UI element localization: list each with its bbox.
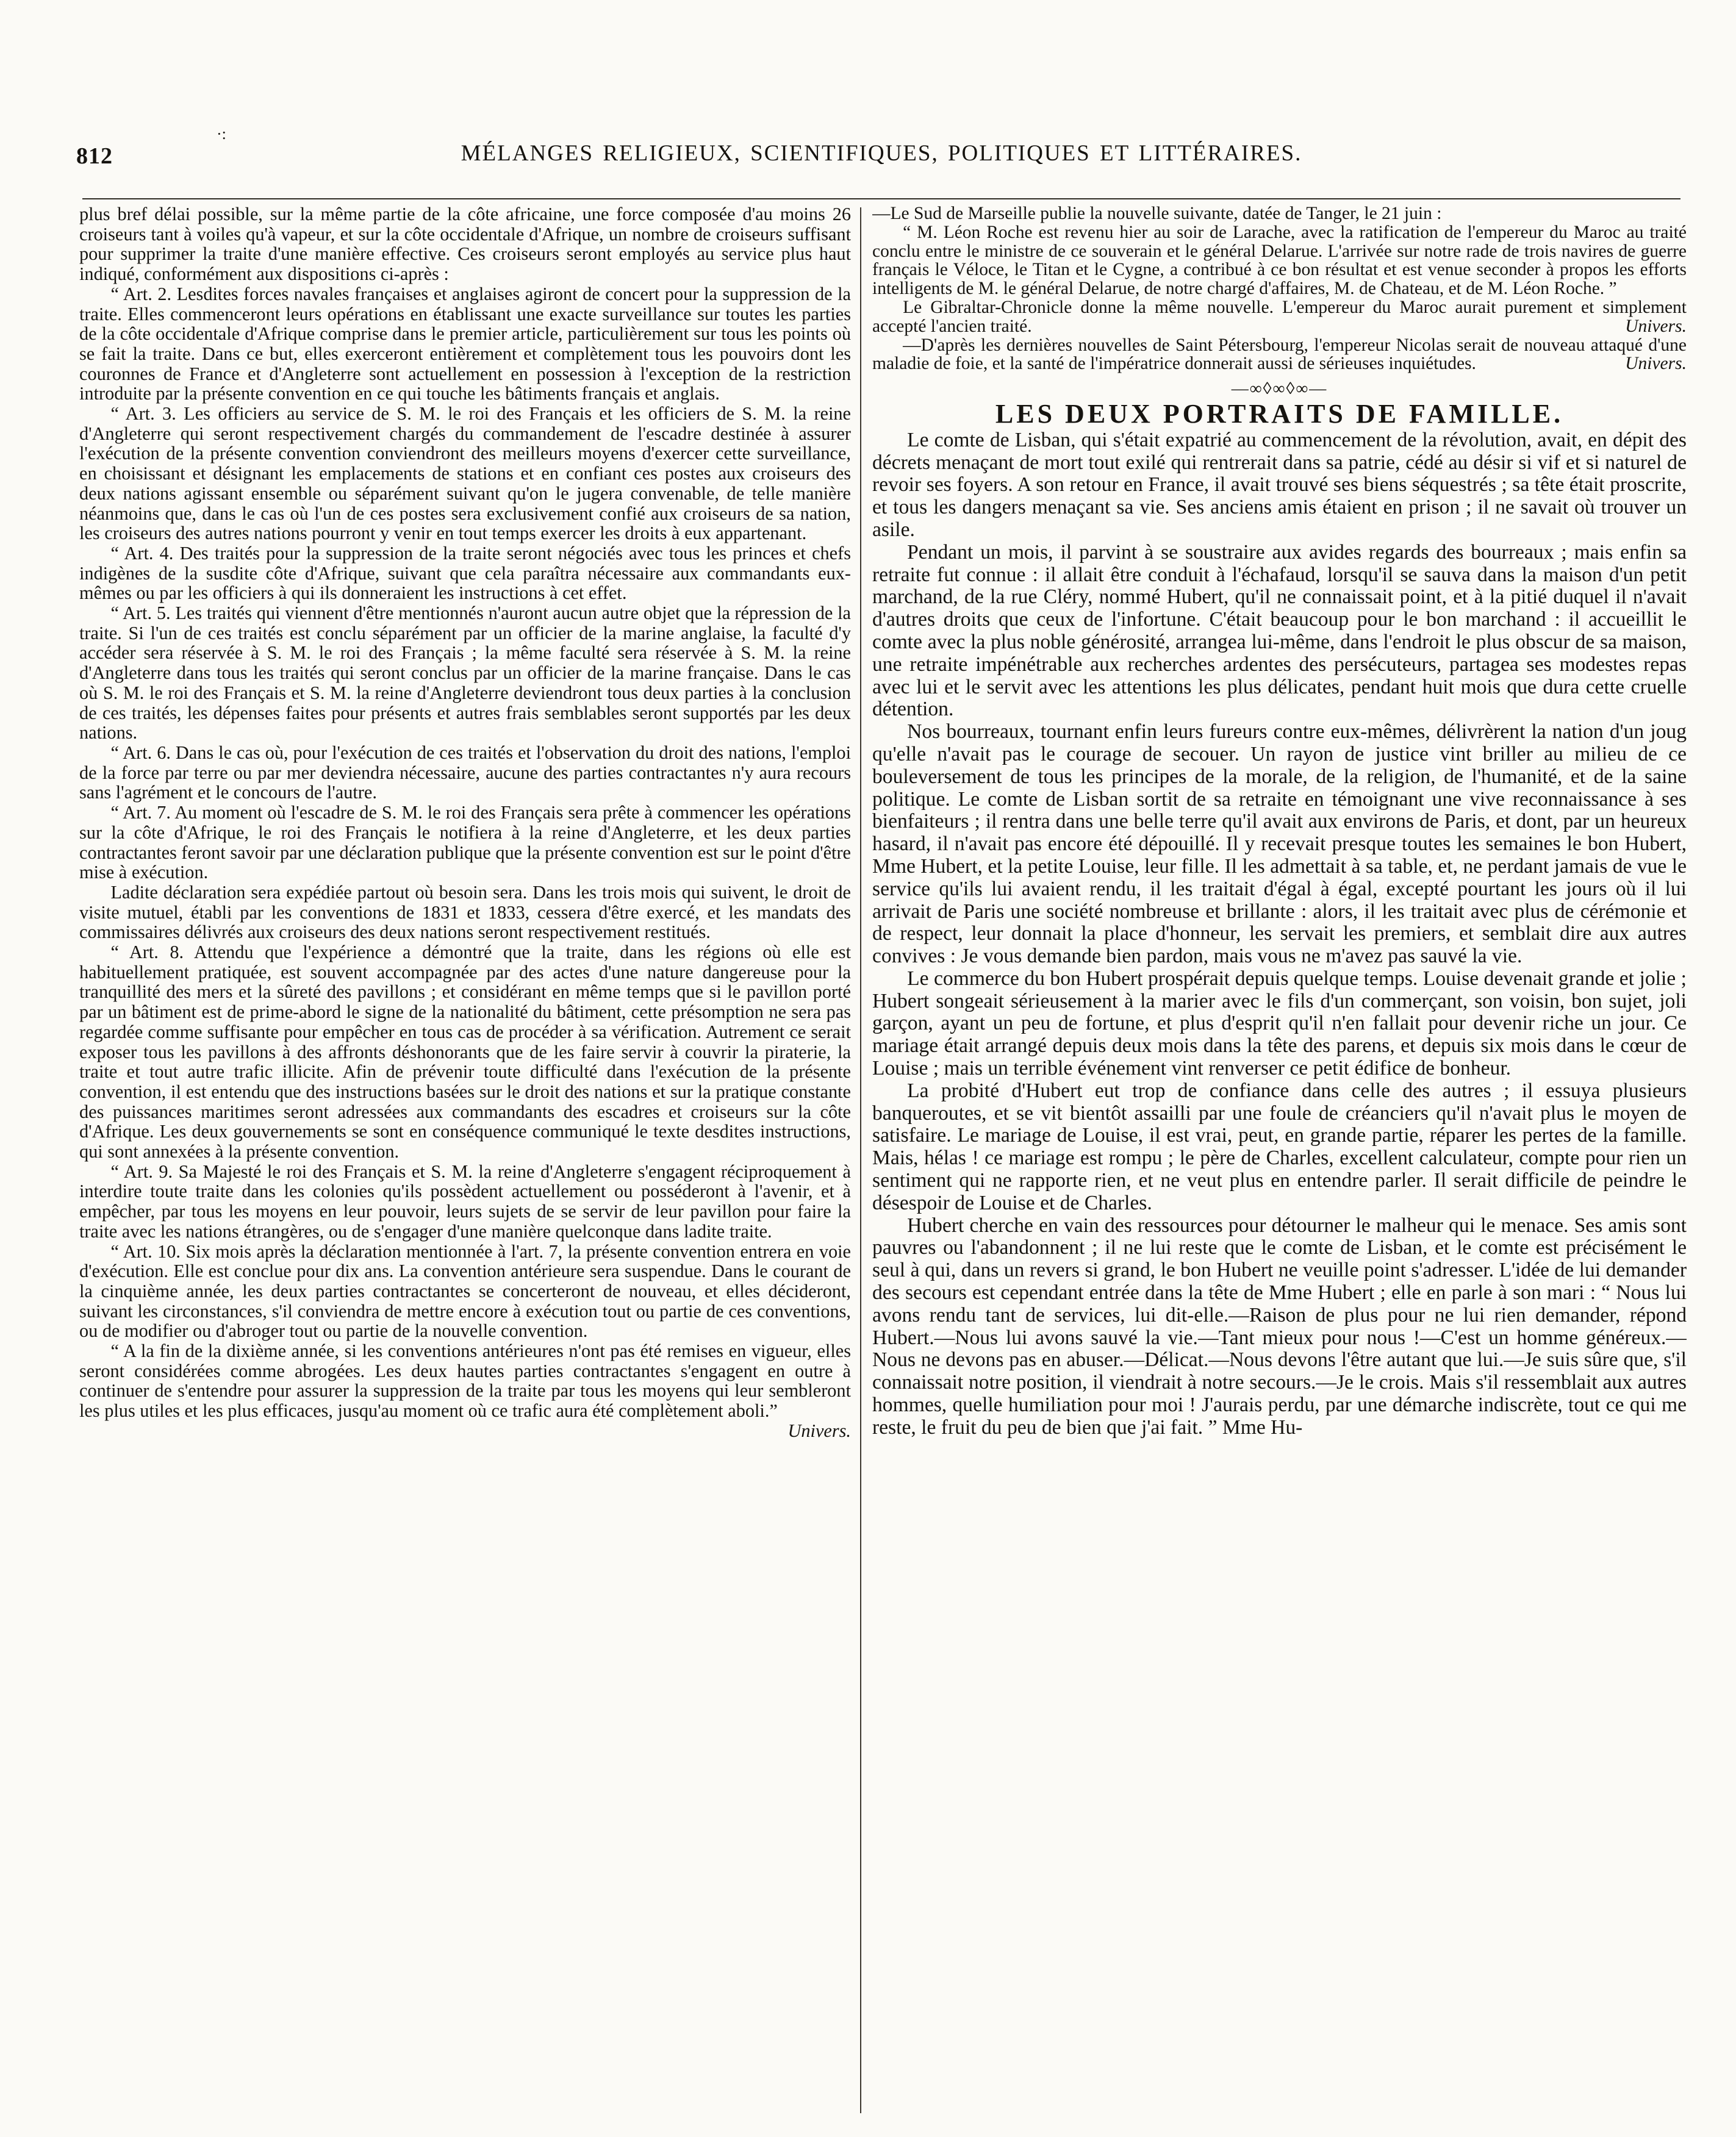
- page-number: 812: [76, 143, 113, 169]
- treaty-article-7: “ Art. 7. Au moment où l'escadre de S. M. le roi des Français sera prête à commencer les opérations sur la côte d'Afrique, le roi des Français le notifiera à la reine d'Angleterre, et les deux parties contractantes feront savoir par une déclaration publique que la présente convention est sur le point d'être mise à exécution.: [79, 802, 851, 883]
- news-text: “ M. Léon Roche est revenu hier au soir de Larache, avec la ratification de l'empereur du Maroc au traité conclu entre le ministre de ce souverain et le général Delarue. L'arrivée sur notre rade de trois navires de guerre français le Véloce, le Titan et le Cygne, a contribué à ce bon résultat et est venue seconder à propos les efforts intelligents de M. le général Delarue, de notre chargé d'affaires, M. de Chateau, et de M. Léon Roche. ”: [872, 222, 1687, 299]
- news-item: [872, 298, 1687, 336]
- story-paragraph: Pendant un mois, il parvint à se soustraire aux avides regards des bourreaux ; mais enfin sa retraite fut connue : il allait être conduit à l'échafaud, lorsqu'il se sauva dans la maison d'un petit marchand, de la rue Cléry, nommé Hubert, qu'il ne connaissait point, et à la pitié duquel il n'avait d'autres droits que ceux de l'infortune. C'était beaucoup pour le bon marchand : il accueillit le comte avec la plus noble générosité, arrangea lui-même, dans l'endroit le plus obscur de sa maison, une retraite impénétrable aux recherches ardentes des persécuteurs, partagea ses modestes repas avec lui et le servit avec les attentions les plus délicates, pendant huit mois que dura cette cruelle détention.: [872, 540, 1687, 721]
- right-column: [872, 204, 1687, 2101]
- ink-speck: ·:: [217, 125, 226, 143]
- treaty-article-4: “ Art. 4. Des traités pour la suppression de la traite seront négociés avec tous les princes et chefs indigènes de la susdite côte d'Afrique, suivant que cela paraîtra nécessaire aux commandants eux-mêmes ou par les officiers à qui ils donneraient les instructions à cet effet.: [79, 542, 851, 604]
- story-paragraph: Le commerce du bon Hubert prospérait depuis quelque temps. Louise devenait grande et jolie ; Hubert songeait sérieusement à la marier avec le fils d'un commerçant, son voisin, bon sujet, joli garçon, ayant un peu de fortune, et plus d'esprit qu'il n'en fallait pour devenir riche un jour. Ce mariage était arrangé depuis deux mois dans la tête des parens, et depuis six mois dans le cœur de Louise ; mais un terrible événement vint renverser ce petit édifice de bonheur.: [872, 967, 1687, 1080]
- news-item: [872, 204, 1687, 223]
- news-text: —D'après les dernières nouvelles de Saint Pétersbourg, l'empereur Nicolas serait de nouveau attaqué d'une maladie de foie, et la santé de l'impératrice donnerait aussi de sérieuses inquiétudes.: [872, 335, 1687, 374]
- left-column: [79, 204, 851, 2101]
- treaty-article-8: “ Art. 8. Attendu que l'expérience a démontré que la traite, dans les régions où elle est habituellement pratiquée, est souvent accompagnée par des actes d'une nature dangereuse pour la tranquillité des mers et la sûreté des pavillons ; et considérant en même temps que si le pavillon porté par un bâtiment est de prime-abord le signe de la nationalité du bâtiment, cette présomption ne sera pas regardée comme suffisante pour empêcher en tous cas de procéder à sa vérification. Autrement ce serait exposer tous les pavillons à des affronts déshonorants que de les faire servir à couvrir la piraterie, la traite et tout autre trafic illicite. Afin de prévenir toute difficulté dans l'exécution de la présente convention, il est entendu que des instructions basées sur le droit des nations et sur la pratique constante des puissances maritimes seront adressées aux commandants des escadres et croiseurs sur la côte d'Afrique. Les deux gouvernements se sont en conséquence communiqué le texte desdites instructions, qui sont annexées à la présente convention.: [79, 942, 851, 1162]
- news-text: Le Gibraltar-Chronicle donne la même nouvelle. L'empereur du Maroc aurait purement et simplement accepté l'ancien traité.: [872, 297, 1687, 336]
- treaty-article-2: “ Art. 2. Lesdites forces navales françaises et anglaises agiront de concert pour la suppression de la traite. Elles commenceront leurs opérations en établissant une exacte surveillance sur toutes les parties de la côte occidentale d'Afrique comprise dans le premier article, particulièrement sur tous les points où se fait la traite. Dans ce but, elles exerceront entièrement et complètement tous les pouvoirs dont les couronnes de France et d'Angleterre sont actuellement en possession à l'exception de la restriction introduite par la présente convention en ce qui touche les bâtiments français et anglais.: [79, 283, 851, 404]
- running-title: MÉLANGES RELIGIEUX, SCIENTIFIQUES, POLITIQUES ET LITTÉRAIRES.: [461, 141, 1302, 166]
- column-divider: [860, 207, 861, 2113]
- treaty-article-10: “ Art. 10. Six mois après la déclaration mentionnée à l'art. 7, la présente convention entrera en voie d'exécution. Elle est conclue pour dix ans. La convention antérieure sera suspendue. Dans le courant de la cinquième année, les deux parties contractantes se concerteront de nouveau, et elles décideront, suivant les circonstances, s'il conviendra de mettre encore à exécution tout ou partie de ces conventions, ou de modifier ou d'abroger tout ou partie de la nouvelle convention.: [79, 1240, 851, 1342]
- news-item: [872, 223, 1687, 298]
- treaty-article-3: “ Art. 3. Les officiers au service de S. M. le roi des Français et les officiers de S. M. la reine d'Angleterre qui seront respectivement chargés du commandement de l'escadre destinée à assurer l'exécution de la présente convention conviendront des meilleurs moyens d'exercer cette surveillance, en choisissant et désignant les emplacements de stations et en confiant ces postes aux croiseurs des deux nations agissant ensemble ou séparément suivant qu'on le jugera convenable, de telle manière néanmoins que, dans le cas où l'un de ces postes sera exclusivement confié aux croiseurs de sa nation, les croiseurs des autres nations pourront y venir en tout temps exercer les droits à eux appartenant.: [79, 403, 851, 544]
- news-item: [872, 336, 1687, 374]
- story-paragraph: Hubert cherche en vain des ressources pour détourner le malheur qui le menace. Ses amis sont pauvres ou l'abandonnent ; il ne lui reste que le comte de Lisban, et le comte est précisément le seul à qui, dans un revers si grand, le bon Hubert ne veuille point s'adresser. L'idée de lui demander des secours est cependant entrée dans la tête de Mme Hubert ; elle en parle à son mari : “ Nous lui avons rendu tant de services, lui dit-elle.—Raison de plus pour ne lui rien demander, répond Hubert.—Nous lui avons sauvé la vie.—Tant mieux pour nous !—C'est un homme généreux.—Nous ne devons pas en abuser.—Délicat.—Nous devons l'être autant que lui.—Je suis sûre que, s'il connaissait notre position, il viendrait à notre secours.—Je le crois. Mais s'il ressemblait aux autres hommes, quelle humiliation pour moi ! J'aurais perdu, par une démarche indiscrète, tout ce qui me reste, le fruit du peu de bien que j'ai fait. ” Mme Hu-: [872, 1214, 1687, 1439]
- story-paragraph: La probité d'Hubert eut trop de confiance dans celle des autres ; il essuya plusieurs banqueroutes, et se vit bientôt assailli par une foule de créanciers qu'il n'avait plus le moyen de satisfaire. Le mariage de Louise, il est vrai, peut, en grande partie, réparer les pertes de la famille. Mais, hélas ! ce mariage est rompu ; le père de Charles, excellent calculateur, compte pour rien un sentiment qui ne rapporte rien, et ne veut plus en entendre parler. Il serait difficile de peindre le désespoir de Louise et de Charles.: [872, 1079, 1687, 1214]
- treaty-declaration: Ladite déclaration sera expédiée partout où besoin sera. Dans les trois mois qui suivent, le droit de visite mutuel, établi par les conventions de 1831 et 1833, cessera d'être exercé, et les mandats des commissaires délivrés aux croiseurs des deux nations seront respectivement restitués.: [79, 881, 851, 943]
- news-text: —Le Sud de Marseille publie la nouvelle suivante, datée de Tanger, le 21 juin :: [872, 204, 1442, 223]
- treaty-final-paragraph: [79, 1341, 851, 1441]
- source-signature: Univers.: [787, 1420, 851, 1441]
- section-ornament: —∞◊∞◊∞—: [1231, 379, 1328, 399]
- story-paragraph: Nos bourreaux, tournant enfin leurs fureurs contre eux-mêmes, délivrèrent la nation d'un joug qu'elle n'avait pas le courage de secouer. Un rayon de justice vint briller au milieu de ce bouleversement de tous les principes de la morale, de la religion, de l'humanité, et de la saine politique. Le comte de Lisban sortit de sa retraite en témoignant une vive reconnaissance à ses bienfaiteurs ; il rentra dans une belle terre qu'il avait aux environs de Paris, et dont, par un heureux hasard, il n'avait pas encore été dépouillé. Il y recevait presque toutes les semaines le bon Hubert, Mme Hubert, et la petite Louise, leur fille. Il les admettait à sa table, et, ne perdant jamais de vue le service qu'ils lui avaient rendu, il les traitait d'égal à égal, excepté pourtant les jours où il lui arrivait de Paris une société nombreuse et brillante : alors, il les traitait avec plus de cérémonie et de respect, leur donnait la place d'honneur, les servait les premiers, et semblait dire aux autres convives : Je vous demande bien pardon, mais vous ne m'avez pas sauvé la vie.: [872, 720, 1687, 968]
- source-signature: Univers.: [1625, 354, 1687, 374]
- page-header: [76, 140, 1687, 183]
- treaty-final-text: “ A la fin de la dixième année, si les conventions antérieures n'ont pas été remises en vigueur, elles seront considérées comme abrogées. Les deux hautes parties contractantes s'engagent en outre à continuer de s'entendre pour assurer la suppression de la traite par tous les moyens qui leur sembleront les plus utiles et les plus efficaces, jusqu'au moment où ce trafic aura été complètement aboli.”: [79, 1341, 851, 1422]
- header-rule: [82, 198, 1680, 199]
- treaty-article-5: “ Art. 5. Les traités qui viennent d'être mentionnés n'auront aucun autre objet que la répression de la traite. Si l'un de ces traités est conclu séparément par un officier de la marine anglaise, la faculté d'y accéder sera réservée à S. M. le roi des Français ; la même faculté sera réservée à S. M. la reine d'Angleterre dans tous les traités qui seront conclus par un officier de la marine française. Dans le cas où S. M. le roi des Français et S. M. la reine d'Angleterre deviendront tous deux parties à la conclusion de ces traités, les dépenses faites pour présents et autres frais semblables seront supportés par les deux nations.: [79, 603, 851, 743]
- news-items: [872, 204, 1687, 373]
- treaty-article-9: “ Art. 9. Sa Majesté le roi des Français et S. M. la reine d'Angleterre s'engagent réciproquement à interdire toute traite dans les colonies qu'ils possèdent actuellement ou posséderont à l'avenir, et à empêcher, par tous les moyens en leur pouvoir, leurs sujets de se servir de leur pavillon pour faire la traite avec les nations étrangères, ou de s'engager d'une manière quelconque dans ladite traite.: [79, 1161, 851, 1242]
- treaty-paragraph: plus bref délai possible, sur la même partie de la côte africaine, une force composée d'au moins 26 croiseurs tant à voiles qu'à vapeur, et sur la côte occidentale d'Afrique, un nombre de croiseurs suffisant pour supprimer la traite d'une manière effective. Ces croiseurs seront employés au service plus haut indiqué, conformément aux dispositions ci-après :: [79, 204, 851, 285]
- source-signature: Univers.: [1625, 316, 1687, 336]
- treaty-article-6: “ Art. 6. Dans le cas où, pour l'exécution de ces traités et l'observation du droit des nations, l'emploi de la force par terre ou par mer deviendra nécessaire, aucune des parties contractantes n'y aura recours sans l'agrément et le concours de l'autre.: [79, 742, 851, 803]
- story-paragraph: Le comte de Lisban, qui s'était expatrié au commencement de la révolution, avait, en dépit des décrets menaçant de mort tout exilé qui rentrerait dans sa patrie, cédé au désir si vif et si naturel de revoir ses foyers. A son retour en France, il avait trouvé ses biens séquestrés ; sa tête était proscrite, et tous les dangers menaçant sa vie. Ses anciens amis étaient en prison ; il ne savait où trouver un asile.: [872, 428, 1687, 541]
- article-title: LES DEUX PORTRAITS DE FAMILLE.: [995, 398, 1564, 429]
